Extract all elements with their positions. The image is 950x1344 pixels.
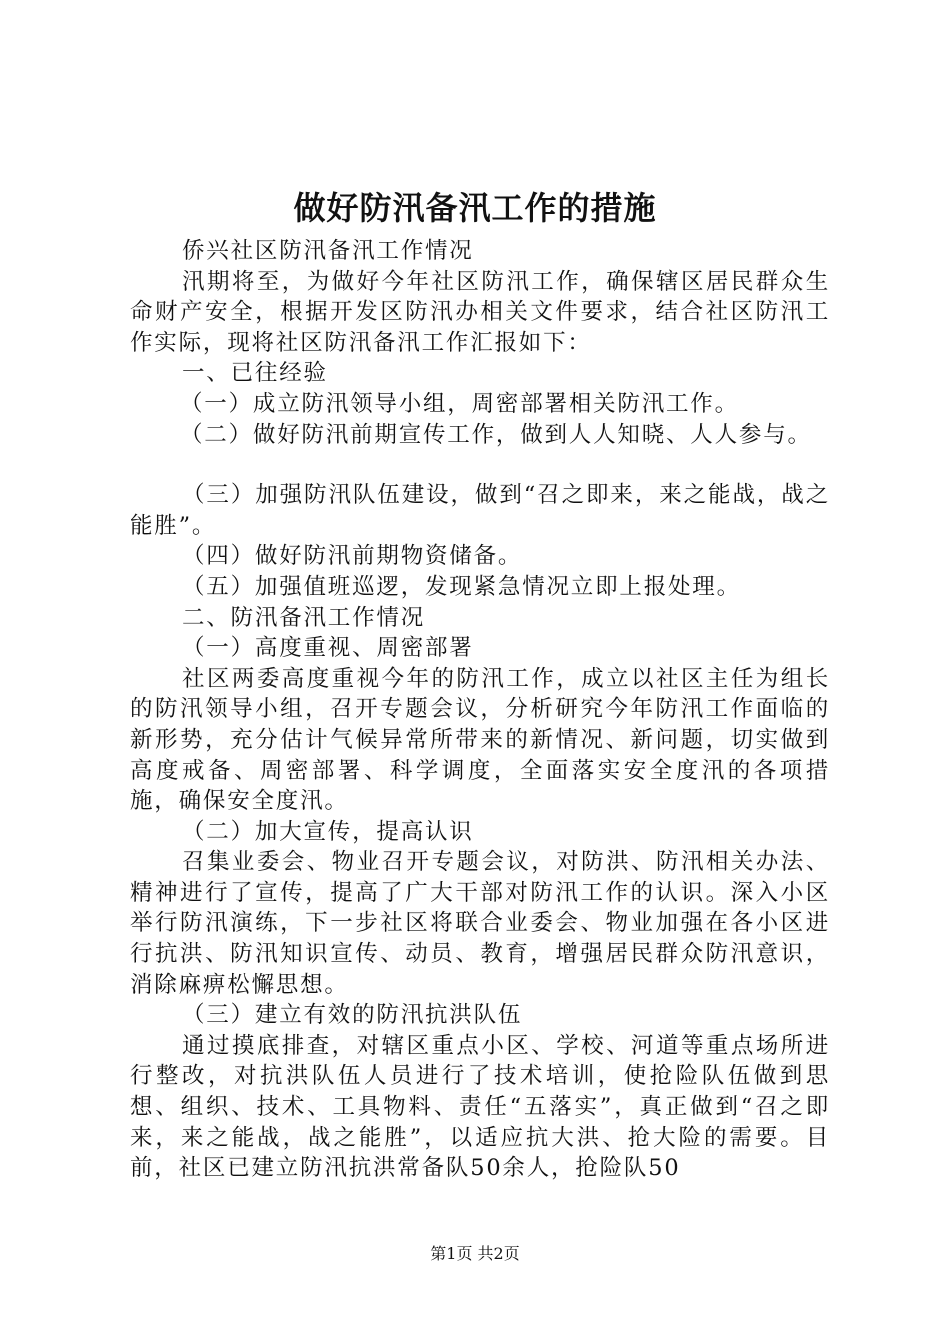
subtitle-paragraph: 侨兴社区防汛备汛工作情况: [182, 238, 474, 264]
section-heading: 一、已往经验: [182, 360, 328, 387]
document-title: 做好防汛备汛工作的措施: [293, 189, 657, 227]
subsection-heading: （二）加大宣传，提高认识: [182, 818, 474, 845]
body-paragraph: 社区两委高度重视今年的防汛工作，成立以社区主任为组长的防汛领导小组，召开专题会议，分析研究今年防汛工作面临的新形势，充分估计气候异常所带来的新情况、新问题，切实做到高度戒备、周密部署、科学调度，全面落实安全度汛的各项措施，确保安全度汛。: [130, 665, 830, 815]
document-body: [130, 236, 830, 1184]
body-paragraph: 召集业委会、物业召开专题会议，对防洪、防汛相关办法、精神进行了宣传，提高了广大干部对防汛工作的认识。深入小区举行防汛演练，下一步社区将联合业委会、物业加强在各小区进行抗洪、防汛知识宣传、动员、教育，增强居民群众防汛意识，消除麻痹松懈思想。: [130, 849, 830, 998]
section-heading: 二、防汛备汛工作情况: [182, 604, 426, 631]
subsection-heading: （一）高度重视、周密部署: [182, 635, 474, 662]
list-item: （四）做好防汛前期物资储备。: [182, 543, 523, 570]
list-item: （二）做好防汛前期宣传工作，做到人人知晓、人人参与。: [180, 421, 812, 448]
list-item: （三）加强防汛队伍建设，做到“召之即来，来之能战，战之能胜”。: [130, 482, 830, 539]
body-paragraph: 通过摸底排查，对辖区重点小区、学校、河道等重点场所进行整改，对抗洪队伍人员进行了技术培训，使抢险队伍做到思想、组织、技术、工具物料、责任“五落实”，真正做到“召之即来，来之能战，战之能胜”，以适应抗大洪、抢大险的需要。目前，社区已建立防汛抗洪常备队50余人，抢险队50: [130, 1032, 830, 1182]
subsection-heading: （三）建立有效的防汛抗洪队伍: [182, 1002, 523, 1029]
intro-paragraph: 汛期将至，为做好今年社区防汛工作，确保辖区居民群众生命财产安全，根据开发区防汛办相关文件要求，结合社区防汛工作实际，现将社区防汛备汛工作汇报如下：: [130, 268, 830, 356]
list-item: （一）成立防汛领导小组，周密部署相关防汛工作。: [180, 390, 739, 417]
page-footer: 第1页 共2页: [430, 1244, 520, 1263]
list-item: （五）加强值班巡逻，发现紧急情况立即上报处理。: [182, 573, 741, 600]
